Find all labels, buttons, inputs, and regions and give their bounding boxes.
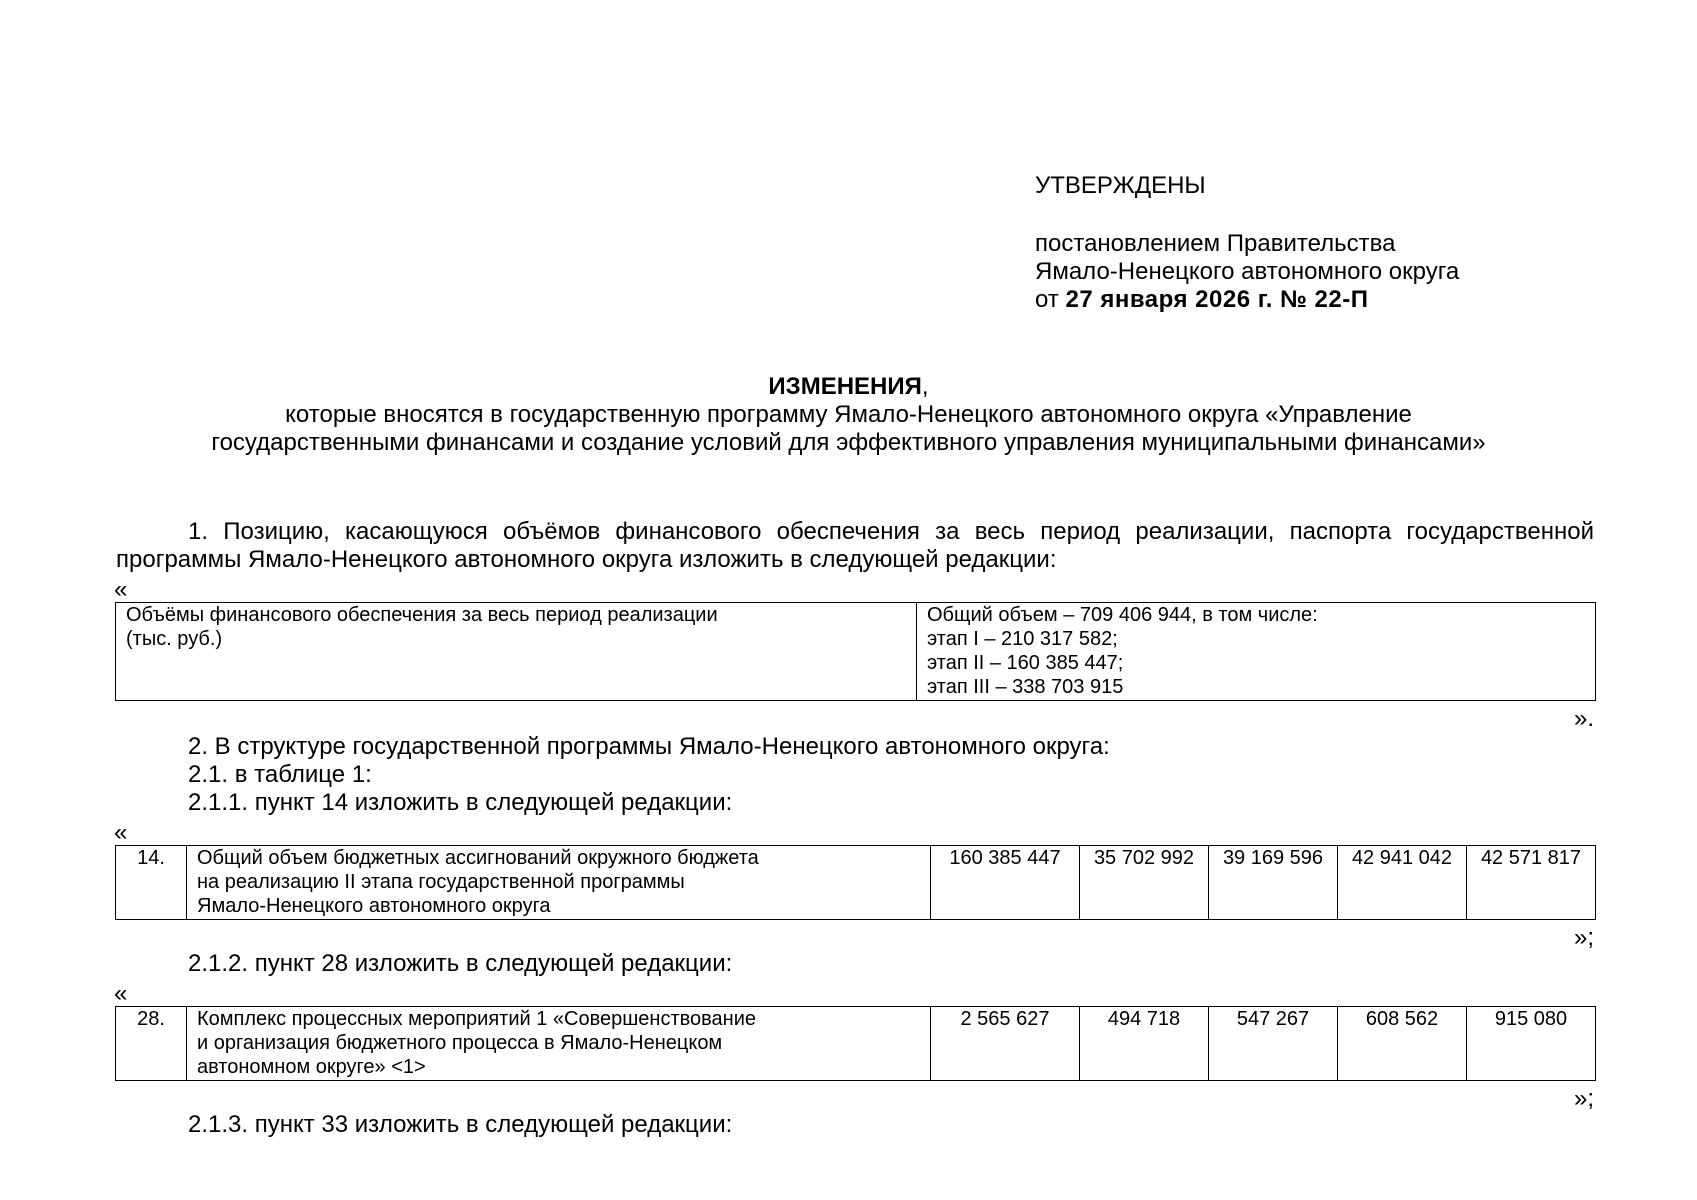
title-main-suffix: , — [921, 373, 929, 400]
item-2-open-quote: « — [114, 980, 128, 1007]
table-row — [116, 603, 1596, 701]
section-2-heading: 2. В структуре государственной программы Ямало-Ненецкого автономного округа: — [188, 733, 1110, 760]
approval-line-1: постановлением Правительства — [1035, 230, 1396, 257]
row-name-cell — [187, 1007, 931, 1081]
row-value-2025: 608 562 — [1338, 1007, 1467, 1081]
finance-volume-table — [115, 602, 1596, 701]
finance-volume-value-cell — [917, 603, 1596, 701]
item-1-close-quote: »; — [1573, 924, 1594, 951]
approval-date-prefix: от — [1035, 286, 1059, 313]
row-name-line-1: Комплекс процессных мероприятий 1 «Совершенствование — [197, 1008, 756, 1030]
finance-volume-label-cell — [116, 603, 917, 701]
title-main: ИЗМЕНЕНИЯ — [768, 373, 922, 400]
item-14-table — [115, 845, 1596, 920]
row-value-total: 160 385 447 — [931, 846, 1080, 920]
finance-volume-total: Общий объем – 709 406 944, в том числе: — [927, 604, 1318, 626]
finance-volume-label: Объёмы финансового обеспечения за весь период реализации — [126, 604, 718, 626]
row-value-2025: 42 941 042 — [1338, 846, 1467, 920]
row-value-2024: 39 169 596 — [1209, 846, 1338, 920]
row-name-line-1: Общий объем бюджетных ассигнований окружного бюджета — [197, 847, 759, 869]
item-2-label: 2.1.2. пункт 28 изложить в следующей редакции: — [188, 950, 733, 977]
finance-volume-stage-1: этап I – 210 317 582; — [927, 628, 1118, 650]
approval-line-2: Ямало-Ненецкого автономного округа — [1035, 258, 1460, 285]
section-1-open-quote: « — [114, 576, 128, 603]
approval-block — [1035, 172, 1459, 314]
row-value-2026: 915 080 — [1467, 1007, 1596, 1081]
approval-date-line — [1035, 286, 1459, 314]
row-name-line-2: и организация бюджетного процесса в Ямало-Ненецком — [197, 1032, 723, 1054]
title-line-1: которые вносятся в государственную программу Ямало-Ненецкого автономного округа «Управление — [285, 401, 1412, 428]
approval-date-value: 27 января 2026 г. № 22-П — [1065, 286, 1369, 313]
title-line-2: государственными финансами и создание условий для эффективного управления муниципальными финансами» — [211, 429, 1486, 456]
row-number: 14. — [116, 846, 187, 920]
row-value-total: 2 565 627 — [931, 1007, 1080, 1081]
row-name-line-3: автономном округе» <1> — [197, 1056, 426, 1078]
approval-heading: УТВЕРЖДЕНЫ — [1035, 172, 1206, 199]
section-1-text: 1. Позицию, касающуюся объёмов финансового обеспечения за весь период реализации, паспорта государственной программы Ямало-Ненецкого автономного округа изложить в следующей редакции: — [116, 518, 1594, 573]
row-number: 28. — [116, 1007, 187, 1081]
row-value-2023: 35 702 992 — [1080, 846, 1209, 920]
finance-volume-stage-2: этап II – 160 385 447; — [927, 652, 1124, 674]
table-row — [116, 846, 1596, 920]
section-2-sub: 2.1. в таблице 1: — [188, 761, 372, 788]
item-28-table — [115, 1006, 1596, 1081]
table-row — [116, 1007, 1596, 1081]
row-name-line-2: на реализацию II этапа государственной программы — [197, 871, 685, 893]
title-main-line — [0, 373, 1697, 401]
item-1-open-quote: « — [114, 819, 128, 846]
row-value-2023: 494 718 — [1080, 1007, 1209, 1081]
finance-volume-stage-3: этап III – 338 703 915 — [927, 676, 1124, 698]
row-value-2024: 547 267 — [1209, 1007, 1338, 1081]
finance-volume-unit: (тыс. руб.) — [126, 628, 223, 650]
section-1-close-quote: ». — [1573, 705, 1594, 732]
row-name-cell — [187, 846, 931, 920]
item-1-label: 2.1.1. пункт 14 изложить в следующей редакции: — [188, 789, 733, 816]
row-value-2026: 42 571 817 — [1467, 846, 1596, 920]
document-title — [0, 373, 1697, 457]
item-2-close-quote: »; — [1573, 1085, 1594, 1112]
row-name-line-3: Ямало-Ненецкого автономного округа — [197, 895, 551, 917]
item-3-label: 2.1.3. пункт 33 изложить в следующей редакции: — [188, 1111, 733, 1138]
